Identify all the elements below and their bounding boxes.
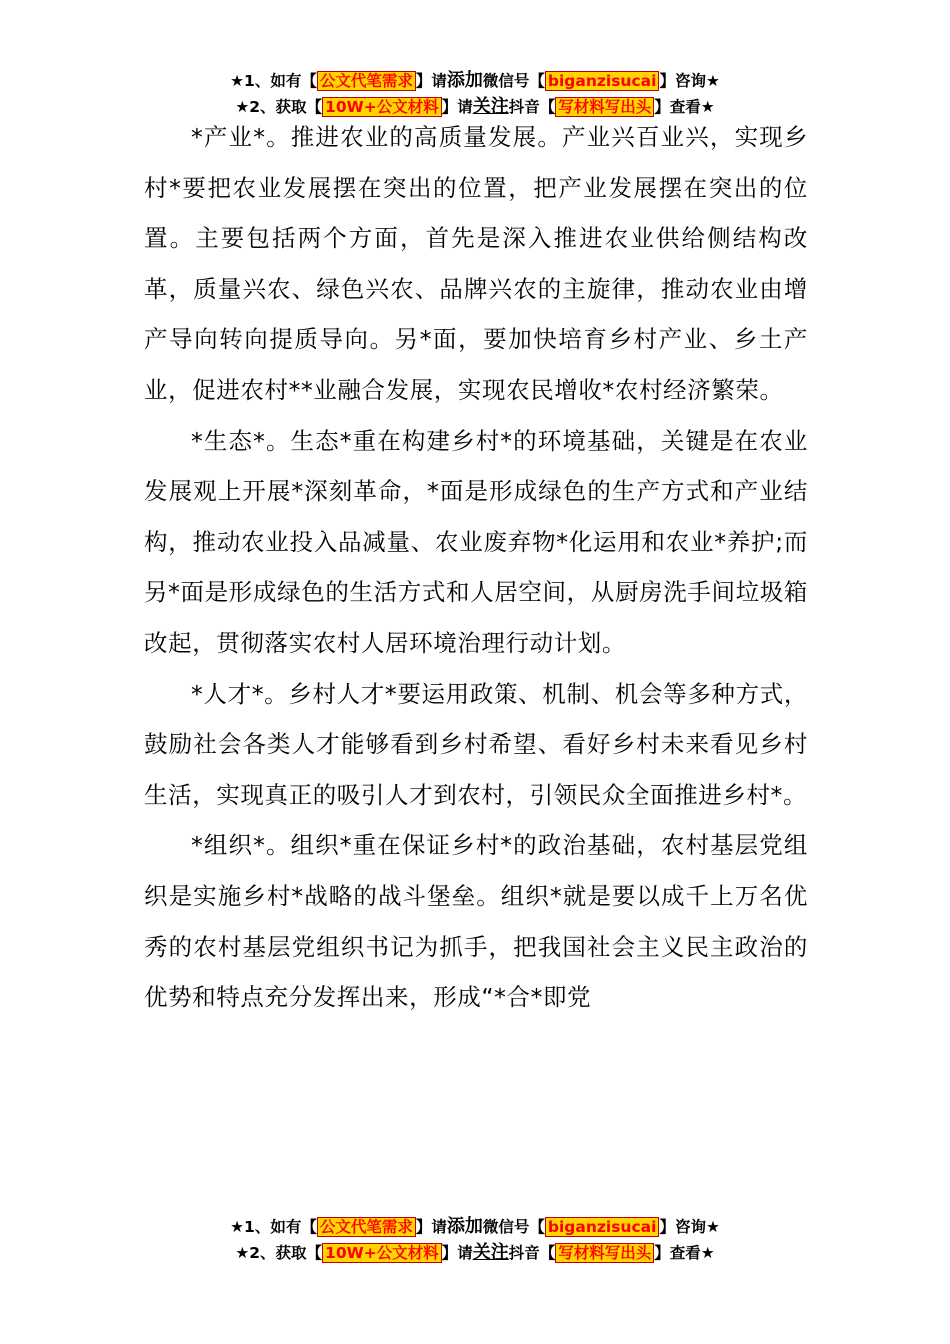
banner-text: 抖音【 xyxy=(508,1244,556,1262)
highlight-tag: 公文代笔需求 xyxy=(317,71,416,91)
banner-text: 】请 xyxy=(441,98,473,116)
banner-text: 】请 xyxy=(415,72,447,90)
banner-text: 】请 xyxy=(441,1244,473,1262)
paragraph-industry: *产业*。推进农业的高质量发展。产业兴百业兴，实现乡村*要把农业发展摆在突出的位置，把产业发展摆在突出的位置。主要包括两个方面，首先是深入推进农业供给侧结构改革，质量兴农、绿色兴农、品牌兴农的主旋律，推动农业由增产导向转向提质导向。另*面，要加快培育乡村产业、乡土产业，促进农村**业融合发展，实现农民增收*农村经济繁荣。 xyxy=(144,123,808,404)
banner-line-1 xyxy=(0,68,950,94)
douyin-account-tag: 写材料写出头 xyxy=(555,1243,654,1263)
banner-text: ★1、如有【 xyxy=(230,72,317,90)
banner-text: ★2、获取【 xyxy=(235,1244,323,1262)
banner-text: 抖音【 xyxy=(508,98,556,116)
highlight-tag: 10W+公文材料 xyxy=(322,97,442,117)
banner-text-emphasis: 添加 xyxy=(446,1216,483,1237)
banner-text-emphasis: 关注 xyxy=(472,96,509,117)
banner-text-emphasis: 添加 xyxy=(446,70,483,91)
banner-line-1 xyxy=(0,1214,950,1240)
banner-text: 】查看★ xyxy=(654,98,715,116)
banner-text: 】咨询★ xyxy=(659,72,720,90)
banner-text: 】请 xyxy=(415,1218,447,1236)
banner-line-2 xyxy=(0,1240,950,1266)
douyin-account-tag: 写材料写出头 xyxy=(555,97,654,117)
banner-text-emphasis: 关注 xyxy=(472,1242,509,1263)
wechat-id-tag: biganzisucai xyxy=(545,1217,660,1237)
paragraph-talent: *人才*。乡村人才*要运用政策、机制、机会等多种方式，鼓励社会各类人才能够看到乡村希望、看好乡村未来看见乡村生活，实现真正的吸引人才到农村，引领民众全面推进乡村*。 xyxy=(144,679,808,809)
banner-text: 】咨询★ xyxy=(659,1218,720,1236)
banner-text: ★2、获取【 xyxy=(235,98,323,116)
document-body xyxy=(144,112,808,1023)
banner-text: ★1、如有【 xyxy=(230,1218,317,1236)
wechat-id-tag: biganzisucai xyxy=(545,71,660,91)
paragraph-organization: *组织*。组织*重在保证乡村*的政治基础，农村基层党组织是实施乡村*战略的战斗堡垒。组织*就是要以成千上万名优秀的农村基层党组织书记为抓手，把我国社会主义民主政治的优势和特点充分发挥出来，形成“*合*即党 xyxy=(144,831,808,1012)
highlight-tag: 10W+公文材料 xyxy=(322,1243,442,1263)
footer-banner xyxy=(0,1214,950,1266)
banner-text: 微信号【 xyxy=(482,72,545,90)
banner-text: 微信号【 xyxy=(482,1218,545,1236)
paragraph-ecology: *生态*。生态*重在构建乡村*的环境基础，关键是在农业发展观上开展*深刻革命，*面是形成绿色的生产方式和产业结构，推动农业投入品减量、农业废弃物*化运用和农业*养护;而另*面是形成绿色的生活方式和人居空间，从厨房洗手间垃圾箱改起，贯彻落实农村人居环境治理行动计划。 xyxy=(144,426,808,657)
highlight-tag: 公文代笔需求 xyxy=(317,1217,416,1237)
banner-text: 】查看★ xyxy=(654,1244,715,1262)
